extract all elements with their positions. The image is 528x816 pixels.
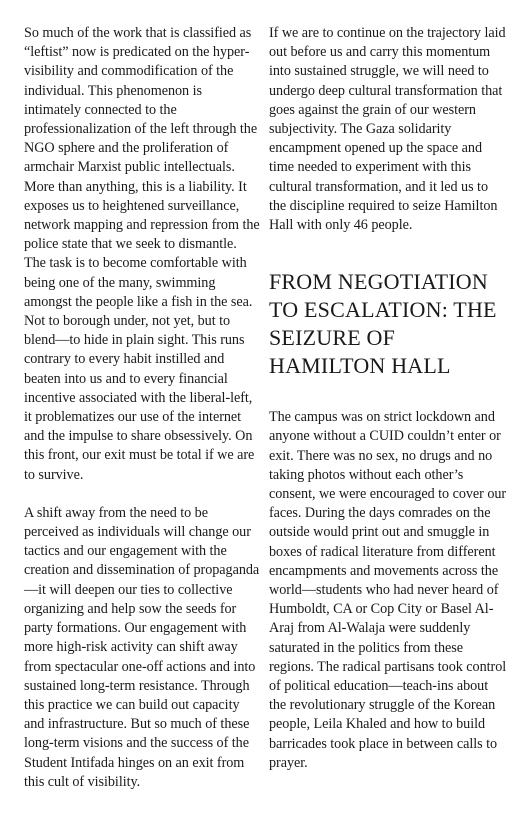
- body-paragraph: A shift away from the need to be perceived as individuals will change our tactics and our engagement with the creation and dissemination of propaganda—it will deepen our ties to collective organizing and help sow the seeds for party formations. Our engagement with more high-risk activity can shift away from spectacular one-off actions and into sustained long-term resistance. Through this practice we can build out capacity and infrastructure. But so much of these long-term visions and the success of the Student Intifada hinges on an exit from this cult of visibility.: [24, 504, 260, 790]
- right-column: [269, 24, 507, 773]
- body-paragraph: The campus was on strict lockdown and anyone without a CUID couldn’t enter or exit. There was no sex, no drugs and no taking photos without each other’s consent, we were encouraged to cover our faces. During the days comrades on the outside would print out and smuggle in boxes of radical literature from different encampments and movements across the world—students who had never heard of Humboldt, CA or Cop City or Basel Al-Araj from Al-Walaja were suddenly saturated in the politics from these regions. The radical partisans took control of political education—teach-ins about the revolutionary struggle of the Korean people, Leila Khaled and how to build barricades took place in between calls to prayer.: [269, 409, 507, 771]
- body-paragraph: So much of the work that is classified as “leftist” now is predicated on the hyper-visibility and commodification of the individual. This phenomenon is intimately connected to the professionalization of the left through the NGO sphere and the proliferation of armchair Marxist public intellectuals. More than anything, this is a liability. It exposes us to heightened surveillance, network mapping and repression from the police state that we seek to dismantle. The task is to become comfortable with being one of the many, swimming amongst the people like a fish in the sea. Not to borough under, not yet, but to blend—to hide in plain sight. This runs contrary to every habit instilled and beaten into us and to every financial incentive associated with the liberal-left, it problematizes our use of the internet and the impulse to share obsessively. On this front, our exit must be total if we are to survive.: [24, 25, 260, 483]
- section-heading: FROM NEGOTIATION TO ESCALATION: THE SEIZURE OF HAMILTON HALL: [269, 269, 497, 379]
- left-column: [24, 24, 260, 792]
- body-paragraph: If we are to continue on the trajectory laid out before us and carry this momentum into sustained struggle, we will need to undergo deep cultural transformation that goes against the grain of our western subjectivity. The Gaza solidarity encampment opened up the space and time needed to experiment with this cultural transformation, and it led us to the discipline required to seize Hamilton Hall with only 46 people.: [269, 25, 506, 234]
